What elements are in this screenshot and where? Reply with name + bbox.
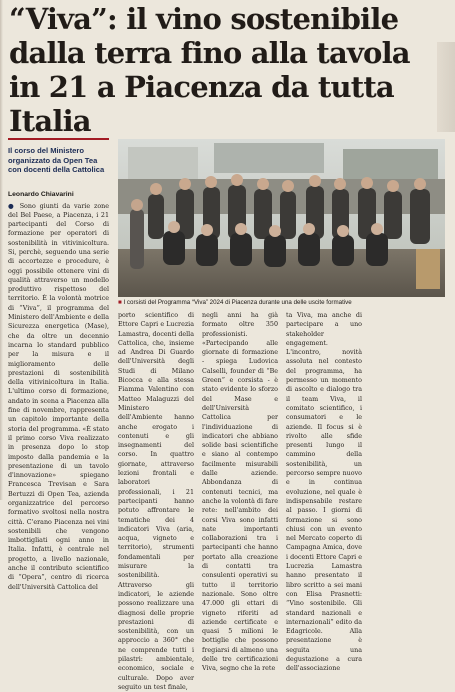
article-column-3	[286, 311, 362, 673]
bleed-through-margin	[437, 42, 455, 132]
article-sidebar	[8, 138, 109, 591]
column-2-text: negli anni ha già formato oltre 350 professionisti. «Partecipando alle giornate di formazione - spiega Ludovica Calselli, founder di “Be Green” e corsista - è stato evidente lo sforzo del Mase e dell'Università Cattolica per l'individuazione di indicatori che abbiano solide basi scientifiche e siano al contempo facilmente misurabili dalle aziende. Abbondanza di contenuti tecnici, ma anche la volontà di fare rete: nell'ambito dei corsi Viva sono infatti nate importanti collaborazioni tra i partecipanti che hanno portato alla creazione di contatti tra consulenti operativi su tutto il territorio nazionale. Sono oltre 47.000 gli ettari di vigneto riferiti ad aziende certificate e quasi 5 milioni le bottiglie che possono fregiarsi di almeno una delle tre certificazioni Viva, segno che la rete	[202, 312, 278, 673]
article-subhead: Il corso del Ministero organizzato da Open Tea con docenti della Cattolica	[8, 146, 105, 174]
group-photo-illustration	[118, 139, 445, 297]
caption-bullet-icon: ■	[118, 299, 124, 306]
article-lead-text	[8, 202, 109, 592]
group-photo	[118, 139, 445, 297]
column-3-text: ta Viva, ma anche di partecipare a uno stakeholder engagement. L'incontro, novità assoluta nel contesto del programma, ha permesso un momento di ascolto e dialogo tra il team Viva, il comitato scientifico, i consumatori e le aziende. Il focus si è rivolto alle sfide presenti lungo il cammino della sostenibilità, un percorso sempre nuovo e in continua evoluzione, nel quale è indispensabile restare al passo. I giorni di formazione si sono chiusi con un evento nel Mercato coperto di Campagna Amica, dove i docenti Ettore Capri e Lucrezia Lamastra hanno presentato il libro scritto a sei mani con Elisa Prasnetti: “Vino sostenibile. Gli standard nazionali e internazionali” edito da Edagricole. Alla presentazione è seguita una degustazione a cura dell'associazione	[286, 312, 362, 673]
article-byline: Leonardo Chiavarini	[8, 190, 74, 198]
page-edge	[0, 0, 3, 500]
article-headline: “Viva”: il vino sostenibile dalla terra fino alla tavola in 21 a Piacenza da tutta Italia	[9, 2, 410, 138]
column-1-text: porto scientifico di Ettore Capri e Lucrezia Lamastra, docenti della Cattolica, che, insieme ad Andrea Di Guardo dell'Università degli Studi di Milano Bicocca e alla stessa Fiamma Valentino con Matteo Malaguzzi del Ministero dell'Ambiente hanno anche erogato i contenuti e gli insegnamenti del corso. In quattro giornate, attraverso lezioni frontali e laboratori professionali, i 21 partecipanti hanno potuto affrontare le tematiche dei 4 indicatori Viva (aria, acqua, vigneto e territorio), strumenti fondamentali per misurare la sostenibilità. Attraverso gli indicatori, le aziende possono realizzare una diagnosi delle proprie prestazioni di sostenibilità, con un approccio a 360° che ne comprende tutti i pilastri: ambientale, economico, sociale e culturale. Dopo aver seguito un test finale,	[118, 312, 194, 691]
sidebar-text: Sono giunti da varie zone del Bel Paese, a Piacenza, i 21 partecipanti del Corso di formazione per operatori di sostenibilità in vitivinicoltura. Si, perchè, seguendo una serie di accortezze e procedure, è oggi possibile ottenere vini di qualità attraverso un modello produttivo rispettoso del territorio. È la volontà motrice di “Viva”, il programma del Ministero dell'Ambiente e della Sicurezza energetica (Mase), che da oltre un decennio incarna lo standard pubblico per la misura e il miglioramento delle prestazioni di sostenibilità della vitivinicoltura in Italia. L'ultimo corso di formazione, andato in scena a Piacenza alla fine di novembre, rappresenta un capitolo importante della storia del programma. «È stato il primo corso Viva realizzato in presenza dopo lo stop imposto dalla pandemia e la presentazione di un tavolo d'innovazione» spiegano Francesca Trevisan e Sara Bertuzzi di Open Tea, azienda organizzatrice del percorso formativo svoltosi nella nostra città. C'erano Piacenza nei vini sostenibili che vengono imbottigliati ogni anno in Italia. Infatti, è centrale nel progetto, a livello nazionale, anche il contributo scientifico di “Opera”, centro di ricerca dell'Università Cattolica del	[8, 202, 109, 591]
photo-caption	[118, 299, 445, 307]
bullet-icon: ●	[8, 201, 20, 210]
article-column-2	[202, 311, 278, 673]
article-column-1	[118, 311, 194, 691]
caption-text: I corsisti del Programma “Viva” 2024 di Piacenza durante una delle uscite formative	[123, 299, 352, 306]
